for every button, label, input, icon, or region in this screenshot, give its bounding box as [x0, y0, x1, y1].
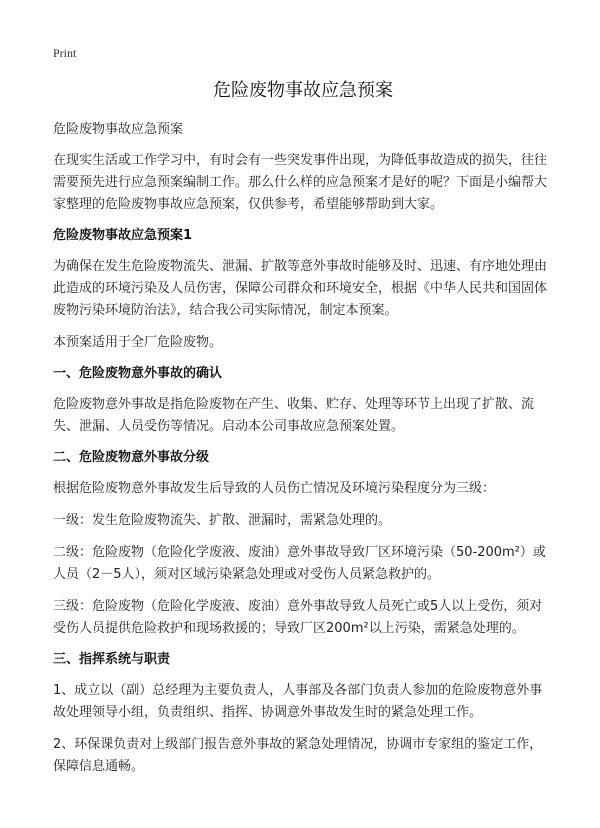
- purpose-paragraph: 为确保在发生危险废物流失、泄漏、扩散等意外事故时能够及时、迅速、有序地处理由此造成的环境污染及人员伤害，保障公司群众和环境安全，根据《中华人民共和国固体废物污染环境防治法》，结合我公司实际情况，制定本预案。: [53, 259, 548, 318]
- page-title: 危险废物事故应急预案: [213, 80, 393, 101]
- scope-paragraph: 本预案适用于全厂危险废物。: [53, 335, 223, 350]
- section-heading-classification: 二、危险废物意外事故分级: [53, 450, 210, 465]
- print-link[interactable]: Print: [53, 46, 77, 60]
- document-body: [53, 78, 553, 788]
- duty-1-paragraph: 1、成立以（副）总经理为主要负责人，人事部及各部门负责人参加的危险废物意外事故处理领导小组，负责组织、指挥、协调意外事故发生时的紧急处理工作。: [53, 683, 543, 720]
- section-heading-plan-1: 危险废物事故应急预案1: [53, 228, 193, 243]
- classification-intro: 根据危险废物意外事故发生后导致的人员伤亡情况及环境污染程度分为三级：: [53, 481, 496, 496]
- level-2-paragraph: 二级：危险废物（危险化学废液、废油）意外事故导致厂区环境污染（50-200m²）或人员（2－5人），须对区域污染紧急处理或对受伤人员紧急救护的。: [53, 545, 546, 582]
- section-heading-confirmation: 一、危险废物意外事故的确认: [53, 366, 223, 381]
- level-3-paragraph: 三级：危险废物（危险化学废液、废油）意外事故导致人员死亡或5人以上受伤，须对受伤人员提供危险救护和现场救援的；导致厂区200m²以上污染，需紧急处理的。: [53, 599, 543, 636]
- section-heading-command: 三、指挥系统与职责: [53, 652, 171, 667]
- confirmation-paragraph: 危险废物意外事故是指危险废物在产生、收集、贮存、处理等环节上出现了扩散、流失、泄漏、人员受伤等情况。启动本公司事故应急预案处置。: [53, 397, 535, 434]
- intro-paragraph: 在现实生活或工作学习中，有时会有一些突发事件出现，为降低事故造成的损失，往往需要预先进行应急预案编制工作。那么什么样的应急预案才是好的呢？下面是小编帮大家整理的危险废物事故应急预案，仅供参考，希望能够帮助到大家。: [53, 153, 548, 212]
- document-subtitle: 危险废物事故应急预案: [53, 122, 184, 137]
- level-1-paragraph: 一级：发生危险废物流失、扩散、泄漏时，需紧急处理的。: [53, 513, 392, 528]
- duty-2-paragraph: 2、环保课负责对上级部门报告意外事故的紧急处理情况，协调市专家组的鉴定工作，保障信息通畅。: [53, 737, 543, 774]
